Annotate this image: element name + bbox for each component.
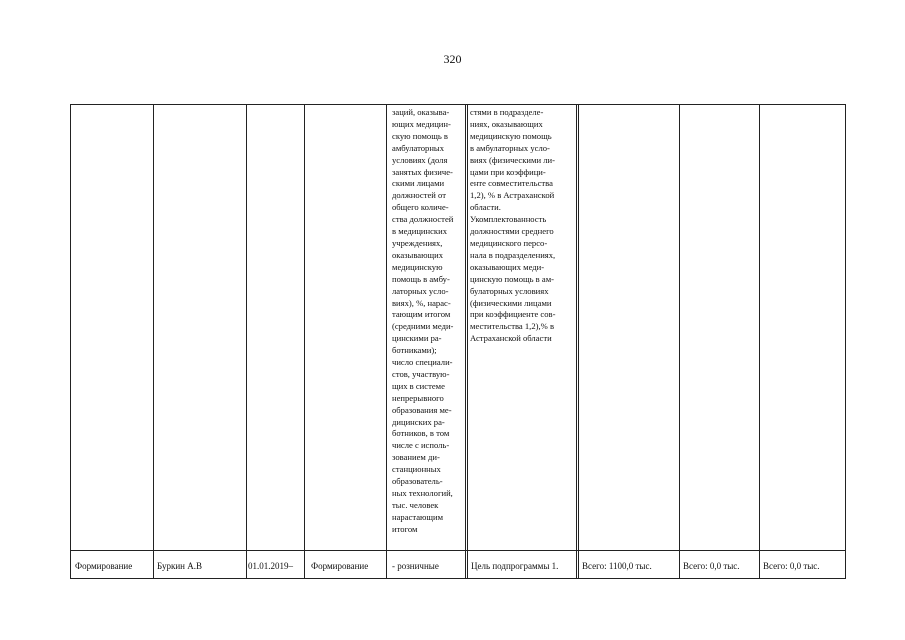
row-cell-5: - розничные — [392, 561, 439, 571]
row-divider — [71, 550, 845, 551]
row-cell-7: Всего: 1100,0 тыс. — [582, 561, 652, 571]
continuation-cell-targets: стями в подразделе- ниях, оказывающих медицинскую помощь в амбулаторных усло- виях (физическими ли- цами при коэффици- енте совместительства 1,2), % в Астраханской области. Укомплектованность должностями среднего медицинского персо- нала в подразделениях, оказывающих меди- цинскую помощь в ам- булаторных условиях (физическими лицами при коэффициенте сов- местительства 1,2),% в Астраханской области — [470, 107, 556, 344]
row-cell-4: Формирование — [311, 561, 369, 571]
col-divider — [246, 105, 247, 578]
continuation-cell-indicators: заций, оказыва- ющих медицин- скую помощь в амбулаторных условиях (доля занятых физиче- скими лицами должностей от общего количе- ства должностей в медицинских учреждениях, оказывающих медицинскую помощь в амбу- латорных усло- виях), %, нарас- тающим итогом (средними меди- цинскими ра- ботниками); число специали- стов, участвую- щих в системе непрерывного образования ме- дицинских ра- ботников, в том числе с исполь- зованием ди- станционных образователь- ных технологий, тыс. человек нарастающим итогом — [392, 107, 454, 534]
row-cell-1: Формирование — [75, 561, 133, 571]
col-divider — [679, 105, 680, 578]
col-divider — [576, 105, 579, 578]
col-divider — [304, 105, 305, 578]
row-cell-3: 01.01.2019– — [248, 561, 293, 571]
col-divider — [153, 105, 154, 578]
row-cell-6: Цель подпрограммы 1. — [471, 561, 559, 571]
col-divider — [759, 105, 760, 578]
row-cell-2: Буркин А.В — [157, 561, 202, 571]
row-cell-8: Всего: 0,0 тыс. — [683, 561, 740, 571]
document-table — [70, 104, 846, 579]
row-cell-9: Всего: 0,0 тыс. — [763, 561, 820, 571]
page-number: 320 — [443, 52, 462, 66]
col-divider — [386, 105, 387, 578]
col-divider — [465, 105, 468, 578]
